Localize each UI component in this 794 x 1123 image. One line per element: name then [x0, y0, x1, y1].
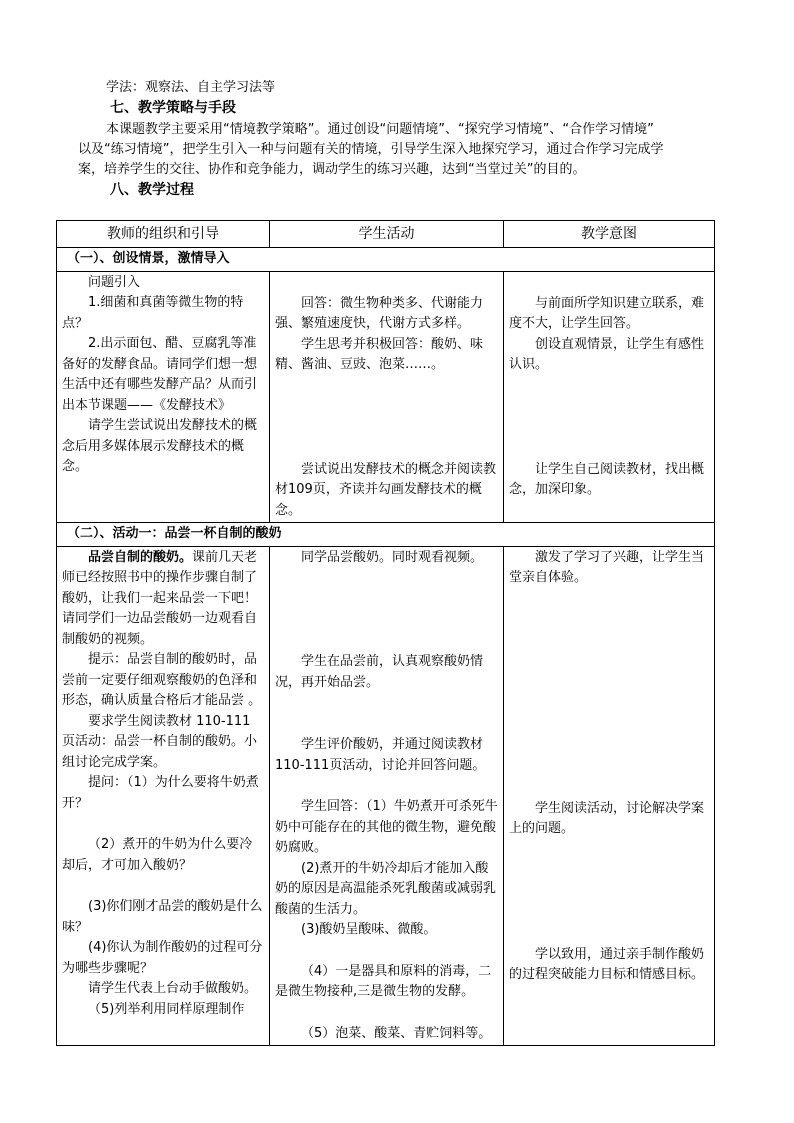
s2-teacher-reading: 要求学生阅读教材 110-111 页活动：品尝一杯自制的酸奶。小组讨论完成学案。: [62, 713, 258, 770]
section-1-title-row: [57, 248, 715, 272]
s1-teacher-question-2: 2.出示面包、醋、豆腐乳等准备好的发酵食品。请同学们想一想生活中还有哪些发酵产品？从而引出本节课题——《发酵技术》: [62, 336, 258, 413]
s2-teacher-question-3: (3)你们刚才品尝的酸奶是什么味？: [62, 899, 263, 935]
s2-intent-2: 学生阅读活动，讨论解决学案上的问题。: [509, 800, 705, 836]
s2-student-answer-2: (2)煮开的牛奶冷却后才能加入酸奶的原因是高温能杀死乳酸菌或减弱乳酸菌的生活力。: [275, 860, 497, 917]
s1-teacher-concept: 请学生尝试说出发酵技术的概念后用多媒体展示发酵技术的概念。: [62, 418, 258, 474]
s1-intent-3: 让学生自己阅读教材，找出概念，加深印象。: [509, 461, 705, 497]
section-8-heading: 八、教学过程: [110, 182, 194, 198]
s1-student-answer-2: 学生思考并积极回答：酸奶、味精、酱油、豆豉、泡菜……。: [275, 336, 484, 372]
section-1-student-cell: [270, 271, 504, 523]
section-2-teacher-cell: [57, 546, 270, 1046]
section-2-title-row: [57, 523, 715, 547]
section-2-student-cell: [270, 546, 504, 1046]
s2-student-answer-3: (3)酸奶呈酸味、微酸。: [301, 922, 437, 937]
s1-intent-1: 与前面所学知识建立联系，难度不大，让学生回答。: [509, 295, 705, 331]
s2-teacher-question-2: （2）煮开的牛奶为什么要冷却后，才可加入酸奶？: [62, 837, 253, 873]
s2-teacher-tasting-text: 课前几天老师已经按照书中的操作步骤自制了酸奶，让我们一起来品尝一下吧！请同学们一边品尝酸奶一边观看自制酸奶的视频。: [62, 549, 258, 647]
section-2-title: （二）、活动一：品尝一杯自制的酸奶: [57, 523, 715, 547]
s2-intent-3: 学以致用，通过亲手制作酸奶的过程突破能力目标和情感目标。: [509, 946, 705, 982]
s1-student-answer-1: 回答：微生物种类多、代谢能力强、繁殖速度快，代谢方式多样。: [275, 295, 484, 331]
s1-intent-2: 创设直观情景，让学生有感性认识。: [509, 336, 705, 372]
s1-teacher-question-1: 1.细菌和真菌等微生物的特点？: [62, 295, 244, 331]
s2-student-evaluate: 学生评价酸奶，并通过阅读教材110-111页活动，讨论并回答问题。: [275, 737, 486, 773]
s1-student-concept: 尝试说出发酵技术的概念并阅读教材109页，齐读并勾画发酵技术的概念。: [275, 461, 497, 518]
section-1-teacher-cell: [57, 271, 270, 523]
section-2-intent-cell: [504, 546, 715, 1046]
s2-teacher-question-1: 提问：（1）为什么要将牛奶煮开？: [62, 775, 259, 811]
section-7-paragraph-line-3: 案，培养学生的交往、协作和竞争能力，调动学生的练习兴趣，达到“当堂过关”的目的。: [78, 162, 586, 177]
table-header-row: [57, 221, 715, 248]
s2-intent-1: 激发了学习了兴趣，让学生当堂亲自体验。: [509, 549, 705, 585]
s2-student-observe: 学生在品尝前，认真观察酸奶情况，再开始品尝。: [275, 654, 484, 690]
s2-student-answer-4: （4）一是器具和原料的消毒，二是微生物接种,三是微生物的发酵。: [275, 963, 492, 999]
s2-teacher-tasting-bold: 品尝自制的酸奶。: [88, 549, 193, 565]
teaching-process-table: [56, 220, 715, 1046]
header-intent: 教学意图: [504, 221, 715, 248]
s2-teacher-hint: 提示：品尝自制的酸奶时，品尝前一定要仔细观察酸奶的色泽和形态，确认质量合格后才能品尝 。: [62, 652, 262, 708]
s2-student-answer-5: （5）泡菜、酸菜、青贮饲料等。: [301, 1025, 492, 1041]
s1-teacher-question-intro: 问题引入: [88, 274, 141, 290]
header-student: 学生活动: [270, 221, 504, 248]
section-1-content-row: [57, 271, 715, 523]
section-1-intent-cell: [504, 271, 715, 523]
s2-teacher-question-5: （5)列举利用同样原理制作: [88, 1001, 245, 1017]
section-2-content-row: [57, 546, 715, 1046]
s2-student-answer-1: 学生回答：（1）牛奶煮开可杀死牛奶中可能存在的其他的微生物，避免酸奶腐败。: [275, 799, 498, 855]
section-7-heading: 七、教学策略与手段: [110, 100, 236, 116]
section-7-paragraph-line-2: 以及“练习情境”，把学生引入一种与问题有关的情境，引导学生深入地探究学习，通过合作学习完成学: [78, 142, 664, 157]
s2-teacher-demo: 请学生代表上台动手做酸奶。: [88, 981, 258, 996]
section-7-paragraph-line-1: 本课题教学主要采用“情境教学策略”。通过创设“问题情境”、“探究学习情境”、“合作学习情境”: [106, 122, 654, 137]
s2-teacher-tasting: [62, 548, 265, 651]
learning-methods-line: 学法：观察法、自主学习法等: [106, 80, 276, 95]
section-1-title: （一）、创设情景，激情导入: [57, 248, 715, 272]
s2-teacher-question-4: (4)你认为制作酸奶的过程可分为哪些步骤呢？: [62, 940, 263, 976]
s2-student-tasting: 同学品尝酸奶。同时观看视频。: [301, 549, 484, 565]
header-teacher: 教师的组织和引导: [57, 221, 270, 248]
